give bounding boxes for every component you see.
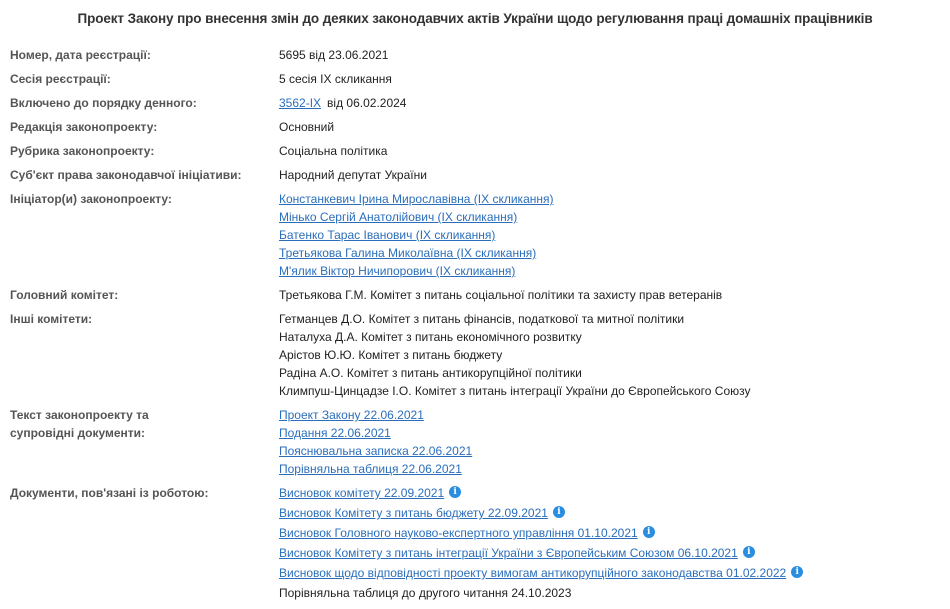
related-doc-link[interactable]: Висновок Комітету з питань інтеграції України з Європейським Союзом 06.10.2021 — [279, 546, 738, 560]
related-doc-link[interactable]: Висновок щодо відповідності проекту вимогам антикорупційного законодавства 01.02.2022 — [279, 566, 787, 580]
label-edition: Редакція законопроекту: — [10, 120, 158, 134]
committee-item: Наталуха Д.А. Комітет з питань економічного розвитку — [279, 330, 582, 344]
initiator-link[interactable]: Мінько Сергій Анатолійович (IX скликання) — [279, 210, 518, 224]
info-icon[interactable]: i — [791, 566, 803, 578]
agenda-date: від 06.02.2024 — [327, 96, 407, 110]
related-doc-link[interactable]: Висновок комітету 22.09.2021 — [279, 486, 445, 500]
related-docs-list — [279, 484, 940, 602]
label-main-committee: Головний комітет: — [10, 288, 119, 302]
initiator-link[interactable]: Батенко Тарас Іванович (IX скликання) — [279, 228, 496, 242]
committee-item: Радіна А.О. Комітет з питань антикорупційної політики — [279, 366, 582, 380]
row-subject — [10, 166, 940, 184]
row-edition — [10, 118, 940, 136]
related-doc-text: Порівняльна таблиця до другого читання 24.10.2023 — [279, 586, 572, 600]
initiators-list — [279, 190, 940, 280]
label-registration: Номер, дата реєстрації: — [10, 48, 151, 62]
info-icon[interactable]: i — [643, 526, 655, 538]
row-main-committee — [10, 286, 940, 304]
value-session: 5 сесія IX скликання — [279, 72, 392, 86]
row-registration — [10, 46, 940, 64]
value-subject: Народний депутат України — [279, 168, 427, 182]
document-link[interactable]: Подання 22.06.2021 — [279, 426, 391, 440]
value-edition: Основний — [279, 120, 335, 134]
row-related-docs — [10, 484, 940, 602]
label-subject: Суб'єкт права законодавчої ініціативи: — [10, 168, 242, 182]
initiator-link[interactable]: Третьякова Галина Миколаївна (IX скликання) — [279, 246, 537, 260]
row-session — [10, 70, 940, 88]
label-related-docs: Документи, пов'язані із роботою: — [10, 486, 209, 500]
value-agenda — [279, 94, 940, 112]
other-committees-list — [279, 310, 940, 400]
row-agenda — [10, 94, 940, 112]
info-icon[interactable]: i — [449, 486, 461, 498]
label-texts: Текст законопроекту та супровідні документи: — [10, 408, 149, 440]
row-other-committees — [10, 310, 940, 400]
value-main-committee: Третьякова Г.М. Комітет з питань соціальної політики та захисту прав ветеранів — [279, 288, 723, 302]
document-link[interactable]: Пояснювальна записка 22.06.2021 — [279, 444, 473, 458]
row-initiators — [10, 190, 940, 280]
value-rubric: Соціальна політика — [279, 144, 388, 158]
agenda-link[interactable]: 3562-IX — [279, 96, 322, 110]
document-link[interactable]: Порівняльна таблиця 22.06.2021 — [279, 462, 462, 476]
initiator-link[interactable]: Констанкевич Ірина Мирославівна (IX скликання) — [279, 192, 554, 206]
committee-item: Арістов Ю.Ю. Комітет з питань бюджету — [279, 348, 503, 362]
related-doc-link[interactable]: Висновок Головного науково-експертного управління 01.10.2021 — [279, 526, 638, 540]
info-icon[interactable]: i — [553, 506, 565, 518]
page-title: Проект Закону про внесення змін до деяких законодавчих актів України щодо регулювання праці домашніх працівників — [77, 11, 873, 26]
label-session: Сесія реєстрації: — [10, 72, 111, 86]
committee-item: Гетманцев Д.О. Комітет з питань фінансів, податкової та митної політики — [279, 312, 685, 326]
label-agenda: Включено до порядку денного: — [10, 96, 197, 110]
document-link[interactable]: Проект Закону 22.06.2021 — [279, 408, 424, 422]
row-texts — [10, 406, 940, 478]
bill-details-table — [10, 46, 940, 608]
label-rubric: Рубрика законопроекту: — [10, 144, 155, 158]
value-registration: 5695 від 23.06.2021 — [279, 48, 389, 62]
info-icon[interactable]: i — [743, 546, 755, 558]
related-doc-link[interactable]: Висновок Комітету з питань бюджету 22.09.2021 — [279, 506, 548, 520]
committee-item: Климпуш-Цинцадзе І.О. Комітет з питань інтеграції України до Європейського Союзу — [279, 384, 751, 398]
label-other-committees: Інші комітети: — [10, 312, 93, 326]
initiator-link[interactable]: М'ялик Віктор Ничипорович (IX скликання) — [279, 264, 516, 278]
texts-list — [279, 406, 940, 478]
row-rubric — [10, 142, 940, 160]
label-initiators: Ініціатор(и) законопроекту: — [10, 192, 172, 206]
